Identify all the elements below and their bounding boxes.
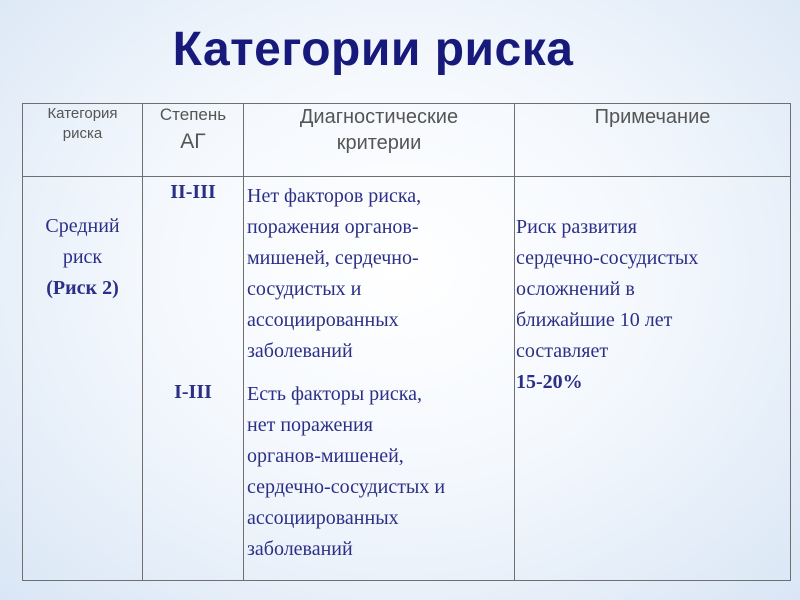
criteria-2-line: ассоциированных — [247, 507, 399, 529]
cell-diagnostic-criteria — [244, 177, 515, 581]
criteria-2-line: нет поражения — [247, 414, 373, 436]
note-value: 15-20% — [516, 371, 583, 393]
table-header-row — [23, 104, 791, 177]
degree-value-1: II-III — [170, 181, 216, 203]
header-risk-category — [23, 104, 143, 177]
criteria-block-2 — [247, 379, 512, 565]
criteria-2-line: органов-мишеней, — [247, 445, 404, 467]
header-note — [515, 104, 791, 177]
note-line: осложнений в — [516, 278, 635, 300]
header-degree-line1: Степень — [159, 105, 227, 124]
criteria-1-line: заболеваний — [247, 340, 353, 362]
criteria-1-line: ассоциированных — [247, 309, 399, 331]
note-line: Риск развития — [516, 216, 637, 238]
header-category-line1: Категория — [47, 105, 118, 122]
slide-title: Категории риска — [172, 23, 574, 76]
note-line: ближайшие 10 лет — [516, 309, 673, 331]
risk-categories-table — [22, 103, 791, 581]
note-line: составляет — [516, 340, 609, 362]
criteria-2-line: заболеваний — [247, 538, 353, 560]
note-line: сердечно-сосудистых — [516, 247, 699, 269]
header-ag-degree — [143, 104, 244, 177]
header-criteria-line1: Диагностические — [299, 106, 459, 128]
degree-value-2: I-III — [174, 381, 212, 403]
table-row — [23, 177, 791, 581]
criteria-2-line: Есть факторы риска, — [247, 383, 423, 405]
criteria-1-line: Нет факторов риска, — [247, 185, 422, 207]
criteria-2-line: сердечно-сосудистых и — [247, 476, 446, 498]
criteria-block-1 — [247, 181, 512, 367]
header-criteria-line2: критерии — [336, 132, 422, 154]
cell-note — [515, 177, 791, 581]
cell-risk-category — [23, 177, 143, 581]
category-line1: Средний — [45, 215, 120, 237]
header-degree-line2: АГ — [180, 130, 206, 154]
criteria-1-line: поражения органов- — [247, 216, 419, 238]
criteria-1-line: мишеней, сердечно- — [247, 247, 419, 269]
header-diagnostic-criteria — [244, 104, 515, 177]
cell-ag-degree — [143, 177, 244, 581]
header-note-text: Примечание — [594, 106, 711, 128]
category-line2: риск — [62, 246, 103, 268]
category-line3: (Риск 2) — [46, 277, 119, 299]
criteria-1-line: сосудистых и — [247, 278, 362, 300]
header-category-line2: риска — [62, 124, 103, 142]
